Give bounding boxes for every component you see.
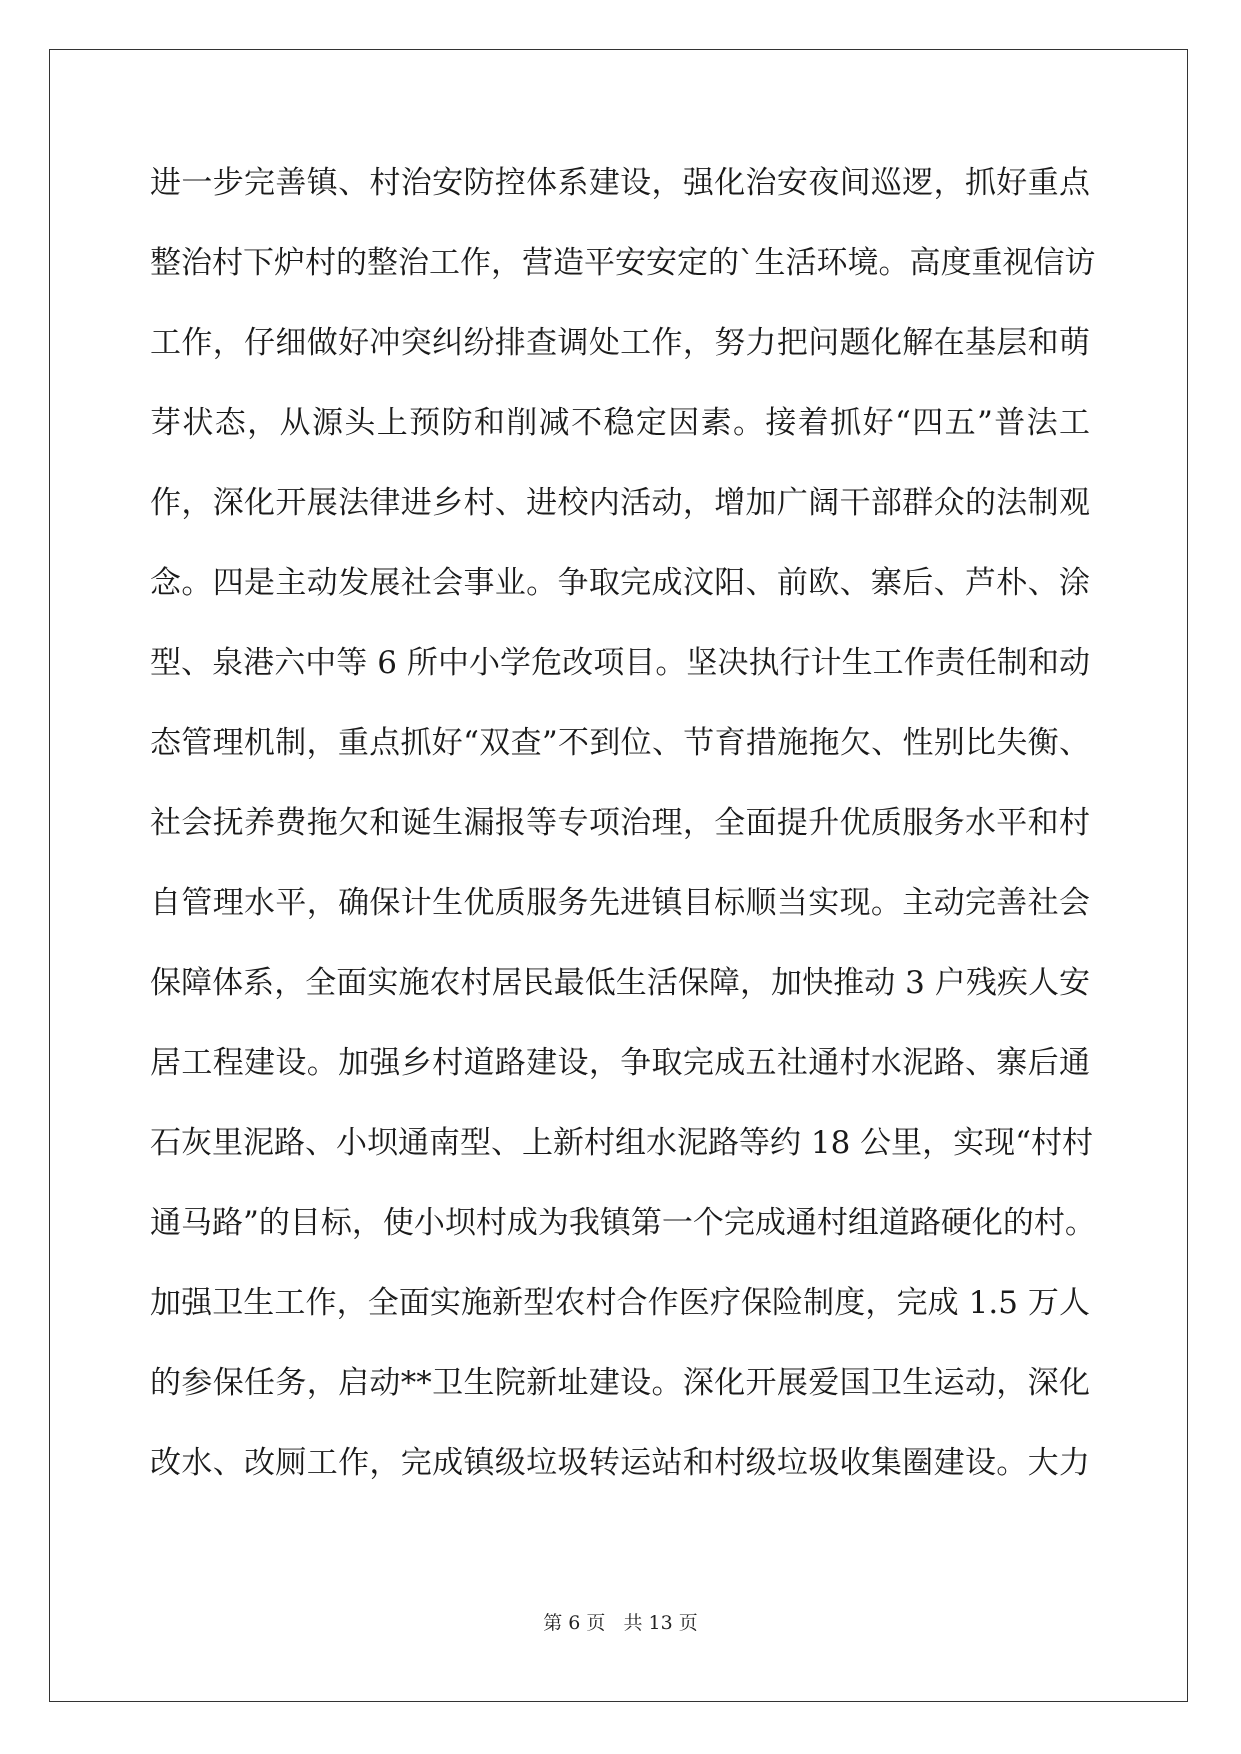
- text-line: 整治村下炉村的整治工作，营造平安安定的`生活环境。高度重视信访: [150, 245, 1096, 281]
- text-line: 念。四是主动发展社会事业。争取完成汶阳、前欧、寨后、芦朴、涂: [150, 565, 1090, 601]
- text-line: 作，深化开展法律进乡村、进校内活动，增加广阔干部群众的法制观: [150, 485, 1090, 521]
- text-line: 通马路”的目标，使小坝村成为我镇第一个完成通村组道路硬化的村。: [150, 1205, 1096, 1241]
- text-line: 态管理机制，重点抓好“双查”不到位、节育措施拖欠、性别比失衡、: [150, 725, 1090, 761]
- document-body: [150, 160, 1096, 1520]
- text-line: 社会抚养费拖欠和诞生漏报等专项治理，全面提升优质服务水平和村: [150, 805, 1090, 841]
- page-number-current: 第 6 页: [543, 1612, 606, 1634]
- text-line: 加强卫生工作，全面实施新型农村合作医疗保险制度，完成 1.5 万人: [150, 1285, 1090, 1321]
- text-line: 型、泉港六中等 6 所中小学危改项目。坚决执行计生工作责任制和动: [150, 645, 1090, 681]
- text-line: 工作，仔细做好冲突纠纷排查调处工作，努力把问题化解在基层和萌: [150, 325, 1090, 361]
- text-line: 保障体系，全面实施农村居民最低生活保障，加快推动 3 户残疾人安: [150, 965, 1090, 1001]
- text-line: 改水、改厕工作，完成镇级垃圾转运站和村级垃圾收集圈建设。大力: [150, 1445, 1090, 1481]
- page-footer: [0, 1608, 1241, 1635]
- text-line: 进一步完善镇、村治安防控体系建设，强化治安夜间巡逻，抓好重点: [150, 165, 1090, 201]
- page-number-total: 共 13 页: [623, 1612, 698, 1634]
- text-line: 芽状态，从源头上预防和削减不稳定因素。接着抓好“四五”普法工: [150, 405, 1090, 441]
- text-line: 居工程建设。加强乡村道路建设，争取完成五社通村水泥路、寨后通: [150, 1045, 1090, 1081]
- text-line: 石灰里泥路、小坝通南型、上新村组水泥路等约 18 公里，实现“村村: [150, 1125, 1093, 1161]
- text-line: 自管理水平，确保计生优质服务先进镇目标顺当实现。主动完善社会: [150, 885, 1090, 921]
- text-line: 的参保任务，启动**卫生院新址建设。深化开展爱国卫生运动，深化: [150, 1365, 1090, 1401]
